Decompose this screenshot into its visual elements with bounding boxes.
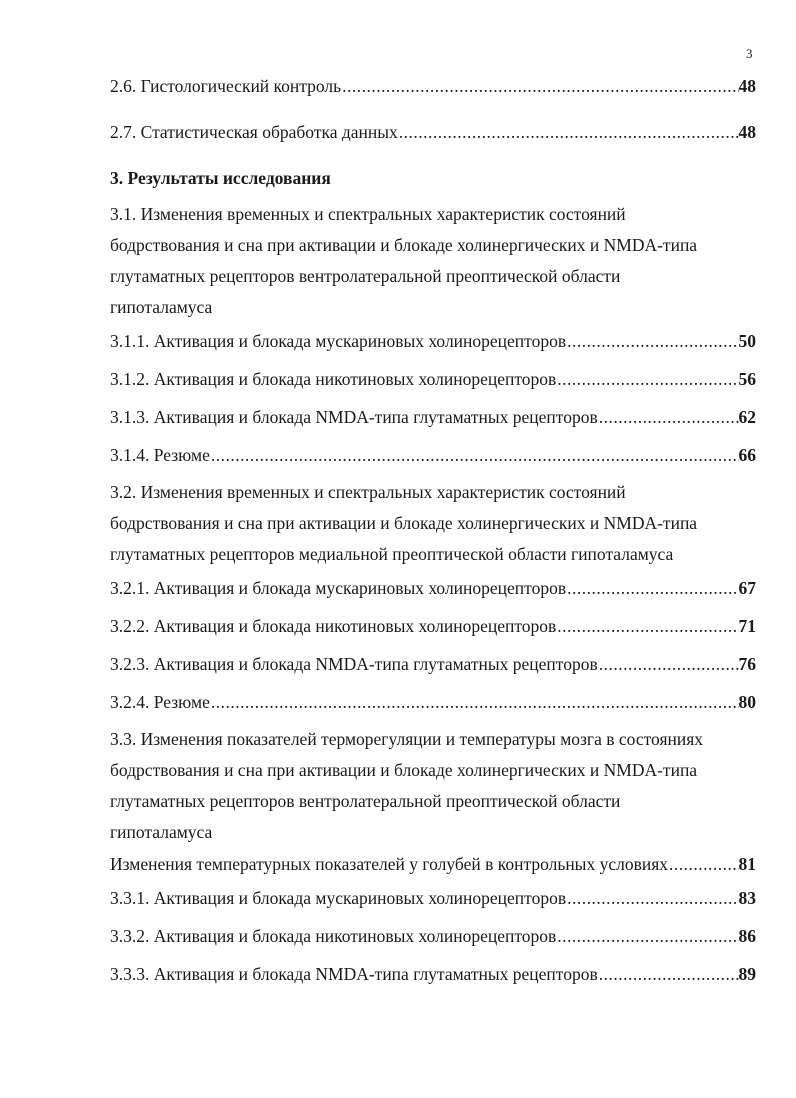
dot-leader <box>341 74 738 98</box>
toc-entry-3-1-2[interactable] <box>110 367 756 391</box>
section-title-line: 3.1. Изменения временных и спектральных характеристик состояний <box>110 204 626 224</box>
dot-leader <box>210 690 739 714</box>
section-title-line: гипоталамуса <box>110 297 213 317</box>
toc-entry-label: 3.3.2. Активация и блокада никотиновых холинорецепторов <box>110 926 557 946</box>
section-title-line: 3.2. Изменения временных и спектральных характеристик состояний <box>110 482 626 502</box>
toc-entry-3-3-2[interactable] <box>110 924 756 948</box>
toc-entry-2-6[interactable] <box>110 74 756 98</box>
section-title-line: глутаматных рецепторов медиальной преоптической области гипоталамуса <box>110 544 674 564</box>
toc-entry-label: 2.7. Статистическая обработка данных <box>110 122 398 142</box>
toc-entry-page: 83 <box>738 888 756 908</box>
toc-entry-page: 48 <box>738 122 756 142</box>
toc-entry-label: 3.1.4. Резюме <box>110 445 210 465</box>
toc-entry-label: 3.2.1. Активация и блокада мускариновых холинорецепторов <box>110 578 567 598</box>
section-title-line: гипоталамуса <box>110 822 213 842</box>
section-title-line: бодрствования и сна при активации и блокаде холинергических и NMDA-типа <box>110 513 698 533</box>
toc-entry-label: 3.2.3. Активация и блокада NMDA-типа глутаматных рецепторов <box>110 654 598 674</box>
dot-leader <box>398 120 739 144</box>
toc-entry-label: 3.1.3. Активация и блокада NMDA-типа глутаматных рецепторов <box>110 407 598 427</box>
toc-section-3-2[interactable] <box>110 477 756 570</box>
dot-leader <box>556 367 738 391</box>
toc-entry-3-2-4[interactable] <box>110 690 756 714</box>
dot-leader <box>566 886 738 910</box>
toc-entry-page: 56 <box>738 369 756 389</box>
toc-entry-2-7[interactable] <box>110 120 756 144</box>
toc-entry-page: 50 <box>738 331 756 351</box>
toc-entry-page: 89 <box>738 964 756 984</box>
toc-entry-page: 48 <box>738 76 756 96</box>
toc-entry-page: 76 <box>738 654 756 674</box>
dot-leader <box>566 329 738 353</box>
toc-entry-3-1-1[interactable] <box>110 329 756 353</box>
dot-leader <box>598 962 739 986</box>
toc-entry-label: 3.2.4. Резюме <box>110 692 210 712</box>
toc-entry-label: 3.3.1. Активация и блокада мускариновых холинорецепторов <box>110 888 567 908</box>
dot-leader <box>598 405 739 429</box>
toc-entry-label: 3.1.2. Активация и блокада никотиновых холинорецепторов <box>110 369 557 389</box>
toc-section-3-1[interactable] <box>110 199 756 323</box>
section-title-line: глутаматных рецепторов вентролатеральной преоптической области <box>110 266 621 286</box>
toc-entry-3-1-3[interactable] <box>110 405 756 429</box>
toc-entry-3-1-4[interactable] <box>110 443 756 467</box>
toc-entry-page: 62 <box>738 407 756 427</box>
toc-entry-page: 71 <box>738 616 756 636</box>
section-title-line: 3.3. Изменения показателей терморегуляции и температуры мозга в состояниях <box>110 729 704 749</box>
toc-entry-label: 3.2.2. Активация и блокада никотиновых холинорецепторов <box>110 616 557 636</box>
dot-leader <box>556 614 738 638</box>
toc-section-3-3[interactable] <box>110 724 756 848</box>
toc-entry-3-2-1[interactable] <box>110 576 756 600</box>
page-number: 3 <box>746 46 753 61</box>
toc-entry-page: 81 <box>738 854 756 874</box>
toc-entry-3-3-3[interactable] <box>110 962 756 986</box>
dot-leader <box>566 576 738 600</box>
toc-entry-3-3-1[interactable] <box>110 886 756 910</box>
section-title-line: глутаматных рецепторов вентролатеральной преоптической области <box>110 791 621 811</box>
section-title-line: бодрствования и сна при активации и блокаде холинергических и NMDA-типа <box>110 760 698 780</box>
toc-entry-page: 86 <box>738 926 756 946</box>
toc-entry-label: Изменения температурных показателей у голубей в контрольных условиях <box>110 854 668 874</box>
dot-leader <box>598 652 739 676</box>
toc-entry-label: 3.3.3. Активация и блокада NMDA-типа глутаматных рецепторов <box>110 964 598 984</box>
section-heading-3[interactable]: 3. Результаты исследования <box>110 168 331 188</box>
toc-entry-3-2-2[interactable] <box>110 614 756 638</box>
dot-leader <box>210 443 739 467</box>
toc-entry-3-2-3[interactable] <box>110 652 756 676</box>
toc-entry-page: 66 <box>738 445 756 465</box>
dot-leader <box>556 924 738 948</box>
toc-entry-label: 2.6. Гистологический контроль <box>110 76 342 96</box>
toc-entry-label: 3.1.1. Активация и блокада мускариновых холинорецепторов <box>110 331 567 351</box>
dot-leader <box>668 852 739 876</box>
section-title-line: бодрствования и сна при активации и блокаде холинергических и NMDA-типа <box>110 235 698 255</box>
toc-entry-3-3-0[interactable] <box>110 852 756 876</box>
toc-entry-page: 67 <box>738 578 756 598</box>
toc-entry-page: 80 <box>738 692 756 712</box>
